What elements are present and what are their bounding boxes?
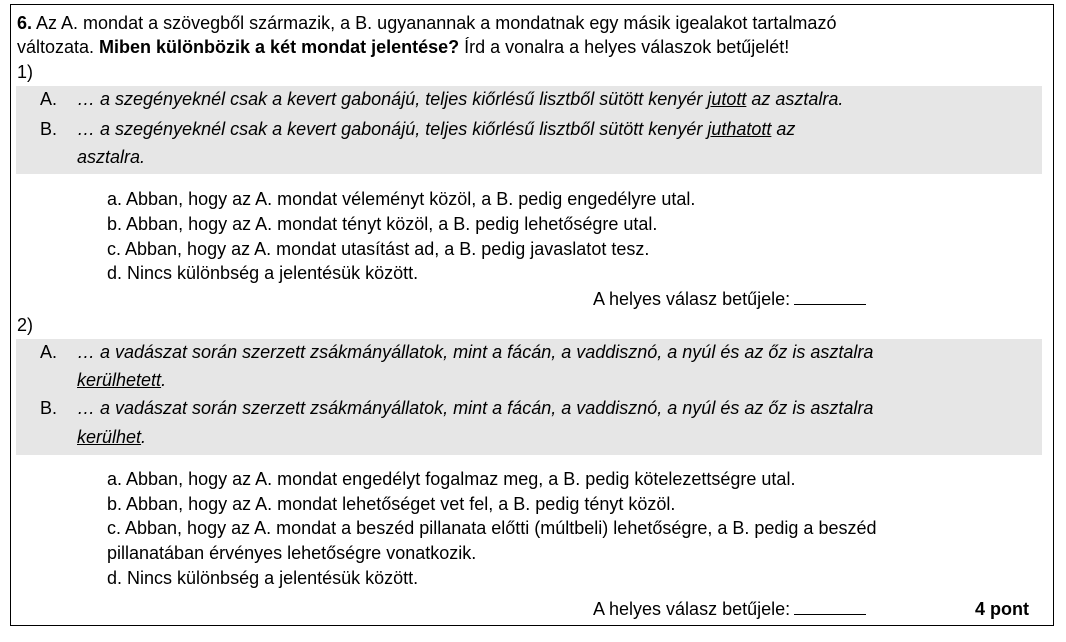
part2-answer-c-cont: pillanatában érvényes lehetőségre vonatkozik. xyxy=(107,543,477,563)
part1-answer-line xyxy=(593,288,866,310)
part1-A-post: az asztalra. xyxy=(746,89,844,109)
part2-B-underlined: kerülhet xyxy=(77,427,142,447)
part2-label: 2) xyxy=(17,315,34,335)
part2-A-post: . xyxy=(161,370,167,390)
part1-B-underlined: juthatott xyxy=(707,119,772,139)
part2-A-label: A. xyxy=(40,342,58,362)
part1-B-post: az xyxy=(771,119,796,139)
part2-A-underlined: kerülhetett xyxy=(77,370,162,390)
question-intro-line-1 xyxy=(17,12,836,34)
part2-A-sentence-cont xyxy=(77,369,166,392)
question-intro-text-2b: Írd a vonalra a helyes válaszok betűjelét! xyxy=(459,37,790,57)
question-intro-text-2a: változata. xyxy=(17,37,100,57)
part2-B-sentence: … a vadászat során szerzett zsákmányállatok, mint a fácán, a vaddisznó, a nyúl és az őz is asztalra xyxy=(77,398,874,418)
part2-answer-c: c. Abban, hogy az A. mondat a beszéd pillanata előtti (múltbeli) lehetőségre, a B. pedig a beszéd xyxy=(107,518,877,538)
part2-B-post: . xyxy=(141,427,147,447)
part2-answer-b: b. Abban, hogy az A. mondat lehetőséget vet fel, a B. pedig tényt közöl. xyxy=(107,494,676,514)
part1-answer-blank[interactable] xyxy=(794,288,866,305)
part1-answer-c: c. Abban, hogy az A. mondat utasítást ad, a B. pedig javaslatot tesz. xyxy=(107,239,650,259)
points-label: 4 pont xyxy=(975,599,1029,619)
part1-B-sentence-cont: asztalra. xyxy=(77,147,146,167)
question-number: 6. xyxy=(17,13,33,33)
part1-answer-d: d. Nincs különbség a jelentésük között. xyxy=(107,263,419,283)
question-intro-text-1: Az A. mondat a szövegből származik, a B. ugyanannak a mondatnak egy másik igealakot tartalmazó xyxy=(32,13,837,33)
part2-answer-a: a. Abban, hogy az A. mondat engedélyt fogalmaz meg, a B. pedig kötelezettségre utal. xyxy=(107,469,796,489)
part1-answer-prompt: A helyes válasz betűjele: xyxy=(593,289,791,309)
question-intro-bold: Miben különbözik a két mondat jelentése? xyxy=(99,37,460,57)
part1-A-sentence xyxy=(77,88,843,111)
part1-A-label: A. xyxy=(40,89,58,109)
part2-answer-d: d. Nincs különbség a jelentésük között. xyxy=(107,568,419,588)
part1-B-sentence xyxy=(77,118,795,141)
part1-A-underlined: jutott xyxy=(707,89,747,109)
question-intro-line-2 xyxy=(17,36,789,58)
part1-answer-b: b. Abban, hogy az A. mondat tényt közöl, a B. pedig lehetőségre utal. xyxy=(107,214,658,234)
part1-A-pre: … a szegényeknél csak a kevert gabonájú, teljes kiőrlésű lisztből sütött kenyér xyxy=(77,89,708,109)
part1-B-pre: … a szegényeknél csak a kevert gabonájú, teljes kiőrlésű lisztből sütött kenyér xyxy=(77,119,708,139)
part2-B-sentence-cont xyxy=(77,426,146,449)
part2-answer-blank[interactable] xyxy=(794,598,866,615)
part2-answer-prompt: A helyes válasz betűjele: xyxy=(593,599,791,619)
part1-answer-a: a. Abban, hogy az A. mondat véleményt közöl, a B. pedig engedélyre utal. xyxy=(107,189,696,209)
part1-B-label: B. xyxy=(40,119,58,139)
part2-B-label: B. xyxy=(40,398,58,418)
part2-A-sentence: … a vadászat során szerzett zsákmányállatok, mint a fácán, a vaddisznó, a nyúl és az őz is asztalra xyxy=(77,342,874,362)
part1-label: 1) xyxy=(17,62,34,82)
part2-answer-line xyxy=(593,598,866,620)
